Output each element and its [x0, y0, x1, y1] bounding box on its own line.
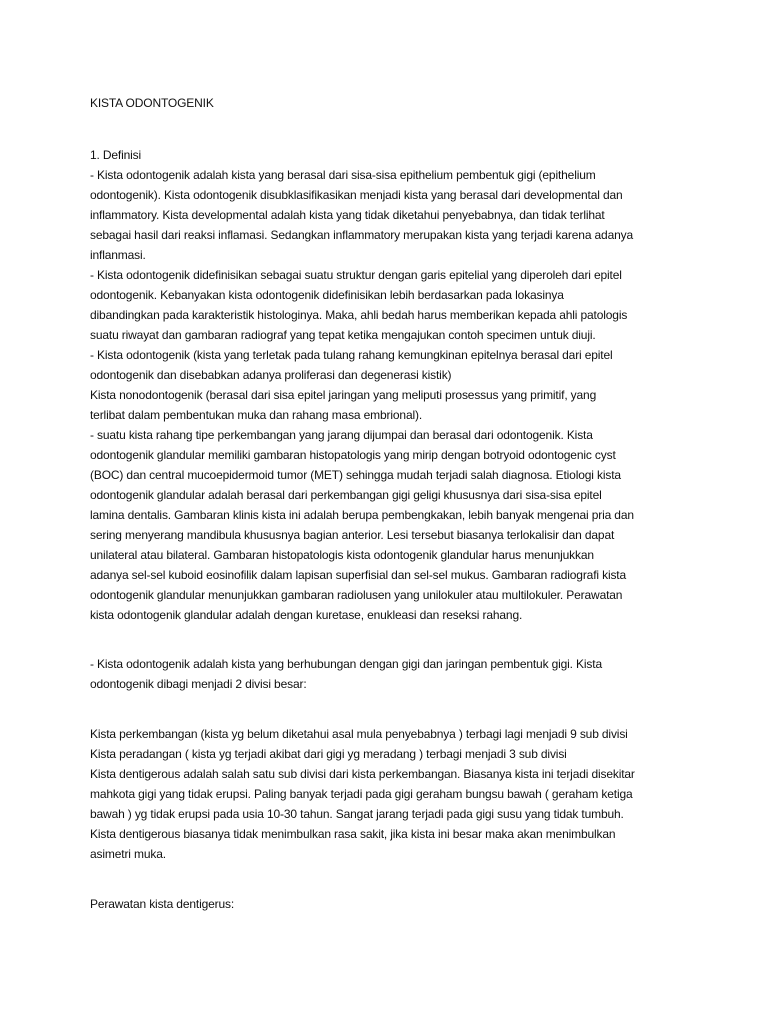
- paragraph-nonodontogenic: [90, 385, 690, 425]
- text-line: odontogenik glandular menunjukkan gambaran radiolusen yang unilokuler atau multilokuler. Perawatan: [90, 588, 623, 602]
- paragraph-glandular: [90, 425, 690, 625]
- text-line: lamina dentalis. Gambaran klinis kista ini adalah berupa pembengkakan, lebih banyak mengenai pria dan: [90, 508, 634, 522]
- text-line: odontogenik dibagi menjadi 2 divisi besar:: [90, 677, 307, 691]
- section-heading: 1. Definisi: [90, 148, 142, 162]
- paragraph-definition-3: [90, 345, 690, 385]
- text-line: suatu riwayat dan gambaran radiograf yang tepat ketika mengajukan contoh specimen untuk diuji.: [90, 328, 596, 342]
- text-line: unilateral atau bilateral. Gambaran histopatologis kista odontogenik glandular harus menunjukkan: [90, 548, 594, 562]
- paragraph-spacer: [90, 694, 690, 724]
- text-line: Kista dentigerous adalah salah satu sub divisi dari kista perkembangan. Biasanya kista ini terjadi disekitar: [90, 767, 635, 781]
- closing-heading: Perawatan kista dentigerus:: [90, 897, 235, 911]
- text-line: adanya sel-sel kuboid eosinofilik dalam lapisan superfisial dan sel-sel mukus. Gambaran radiografi kista: [90, 568, 627, 582]
- paragraph-spacer: [90, 625, 690, 654]
- text-line: (BOC) dan central mucoepidermoid tumor (MET) sehingga mudah terjadi salah diagnosa. Etiologi kista: [90, 468, 621, 482]
- text-line: inflanmasi.: [90, 248, 146, 262]
- text-line: - Kista odontogenik adalah kista yang berasal dari sisa-sisa epithelium pembentuk gigi (epithelium: [90, 168, 596, 182]
- document-body: [90, 145, 690, 914]
- text-line: sering menyerang mandibula khususnya bagian anterior. Lesi tersebut biasanya terlokalisir dan dapat: [90, 528, 615, 542]
- text-line: inflammatory. Kista developmental adalah kista yang tidak diketahui penyebabnya, dan tidak terlihat: [90, 208, 605, 222]
- text-line: - Kista odontogenik adalah kista yang berhubungan dengan gigi dan jaringan pembentuk gigi. Kista: [90, 657, 602, 671]
- text-line: kista odontogenik glandular adalah dengan kuretase, enukleasi dan reseksi rahang.: [90, 608, 523, 622]
- text-line: odontogenik). Kista odontogenik disubklasifikasikan menjadi kista yang berasal dari developmental dan: [90, 188, 623, 202]
- text-line: - Kista odontogenik (kista yang terletak pada tulang rahang kemungkinan epitelnya berasal dari epitel: [90, 348, 613, 362]
- text-line: Kista nonodontogenik (berasal dari sisa epitel jaringan yang meliputi prosessus yang primitif, yang: [90, 388, 597, 402]
- text-line: bawah ) yg tidak erupsi pada usia 10-30 tahun. Sangat jarang terjadi pada gigi susu yang tidak tumbuh.: [90, 807, 624, 821]
- text-line: - Kista odontogenik didefinisikan sebagai suatu struktur dengan garis epitelial yang diperoleh dari epitel: [90, 268, 622, 282]
- text-line: odontogenik glandular memiliki gambaran histopatologis yang mirip dengan botryoid odontogenic cyst: [90, 448, 616, 462]
- paragraph-spacer: [90, 864, 690, 894]
- paragraph-definition-1: [90, 165, 690, 265]
- text-line: - suatu kista rahang tipe perkembangan yang jarang dijumpai dan berasal dari odontogenik. Kista: [90, 428, 593, 442]
- document-title: KISTA ODONTOGENIK: [90, 96, 214, 110]
- text-line: mahkota gigi yang tidak erupsi. Paling banyak terjadi pada gigi geraham bungsu bawah ( geraham ketiga: [90, 787, 633, 801]
- text-line: asimetri muka.: [90, 847, 166, 861]
- paragraph-divisions: [90, 654, 690, 694]
- text-line: sebagai hasil dari reaksi inflamasi. Sedangkan inflammatory merupakan kista yang terjadi karena adanya: [90, 228, 634, 242]
- text-line: odontogenik dan disebabkan adanya proliferasi dan degenerasi kistik): [90, 368, 452, 382]
- text-line: Kista perkembangan (kista yg belum diketahui asal mula penyebabnya ) terbagi lagi menjadi 9 sub divisi: [90, 727, 628, 741]
- text-line: odontogenik glandular adalah berasal dari perkembangan gigi geligi khususnya dari sisa-sisa epitel: [90, 488, 602, 502]
- text-line: terlibat dalam pembentukan muka dan rahang masa embrional).: [90, 408, 423, 422]
- text-line: Kista peradangan ( kista yg terjadi akibat dari gigi yg meradang ) terbagi menjadi 3 sub divisi: [90, 747, 567, 761]
- paragraph-definition-2: [90, 265, 690, 345]
- text-line: odontogenik. Kebanyakan kista odontogenik didefinisikan lebih berdasarkan pada lokasinya: [90, 288, 564, 302]
- text-line: dibandingkan pada karakteristik histologinya. Maka, ahli bedah harus memberikan kepada ahli patologis: [90, 308, 628, 322]
- paragraph-dentigerous: [90, 724, 690, 864]
- text-line: Kista dentigerous biasanya tidak menimbulkan rasa sakit, jika kista ini besar maka akan menimbulkan: [90, 827, 616, 841]
